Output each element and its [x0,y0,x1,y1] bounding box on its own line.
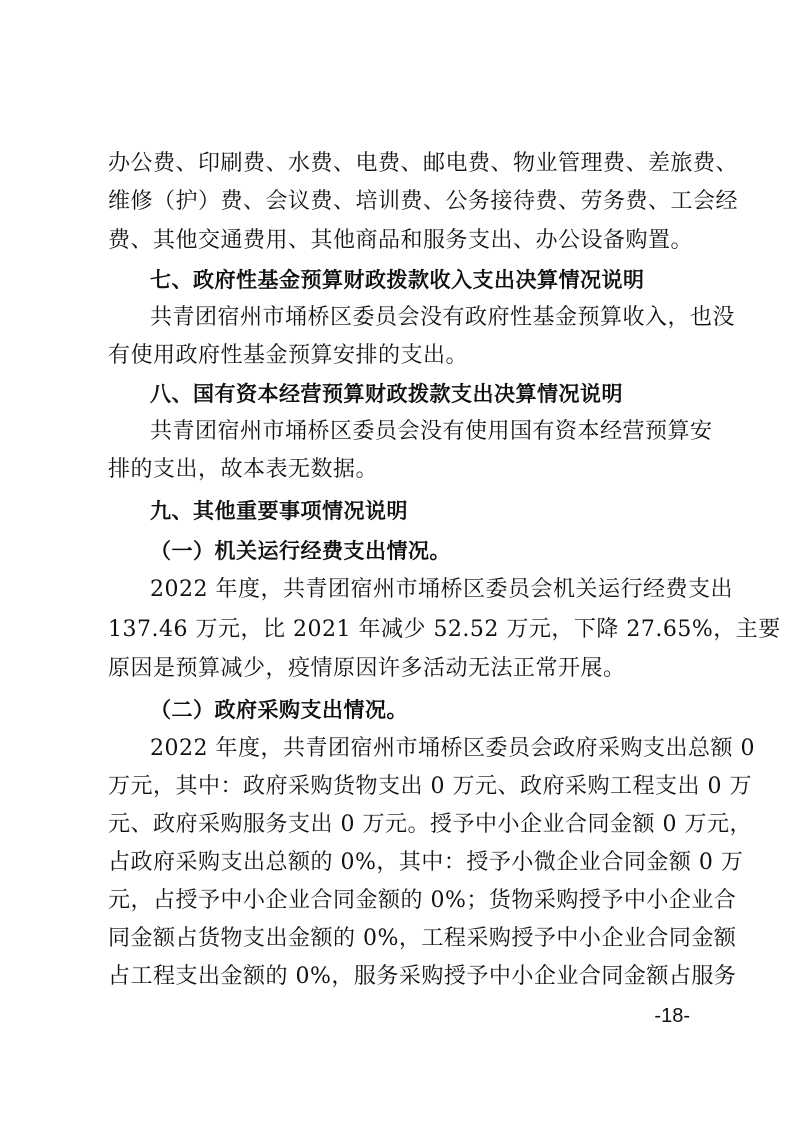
body-text-line: 共青团宿州市埇桥区委员会没有政府性基金预算收入，也没 [150,305,736,330]
section-heading-9: 九、其他重要事项情况说明 [150,499,408,523]
subsection-heading-1: （一）机关运行经费支出情况。 [150,539,451,563]
body-text-line: 占政府采购支出总额的 0%，其中：授予小微企业合同金额 0 万 [108,850,744,875]
body-text-line: 共青团宿州市埇桥区委员会没有使用国有资本经营预算安 [150,419,713,444]
body-text-line: 同金额占货物支出金额的 0%，工程采购授予中小企业合同金额 [108,926,737,951]
section-heading-8: 八、国有资本经营预算财政拨款支出决算情况说明 [150,382,623,406]
body-text-line: 2022 年度，共青团宿州市埇桥区委员会机关运行经费支出 [150,577,733,602]
body-text-line: 占工程支出金额的 0%，服务采购授予中小企业合同金额占服务 [108,964,737,989]
body-text-line: 排的支出，故本表无数据。 [108,457,379,482]
subsection-heading-2: （二）政府采购支出情况。 [150,698,408,722]
body-text-line: 费、其他交通费用、其他商品和服务支出、办公设备购置。 [108,228,694,253]
section-heading-7: 七、政府性基金预算财政拨款收入支出决算情况说明 [150,268,645,292]
body-text-line: 维修（护）费、会议费、培训费、公务接待费、劳务费、工会经 [108,189,739,214]
body-text-line: 元、政府采购服务支出 0 万元。授予中小企业合同金额 0 万元， [108,812,752,837]
body-text-line: 万元，其中：政府采购货物支出 0 万元、政府采购工程支出 0 万 [108,774,752,799]
body-text-line: 原因是预算减少，疫情原因许多活动无法正常开展。 [108,656,626,681]
body-text-line: 有使用政府性基金预算安排的支出。 [108,343,469,368]
page-number: -18- [654,1005,690,1027]
body-text-line: 元，占授予中小企业合同金额的 0%；货物采购授予中小企业合 [108,888,737,913]
body-text-line: 137.46 万元，比 2021 年减少 52.52 万元，下降 27.65%，主要 [108,617,781,642]
body-text-line: 办公费、印刷费、水费、电费、邮电费、物业管理费、差旅费、 [108,151,739,176]
body-text-line: 2022 年度，共青团宿州市埇桥区委员会政府采购支出总额 0 [150,736,755,761]
